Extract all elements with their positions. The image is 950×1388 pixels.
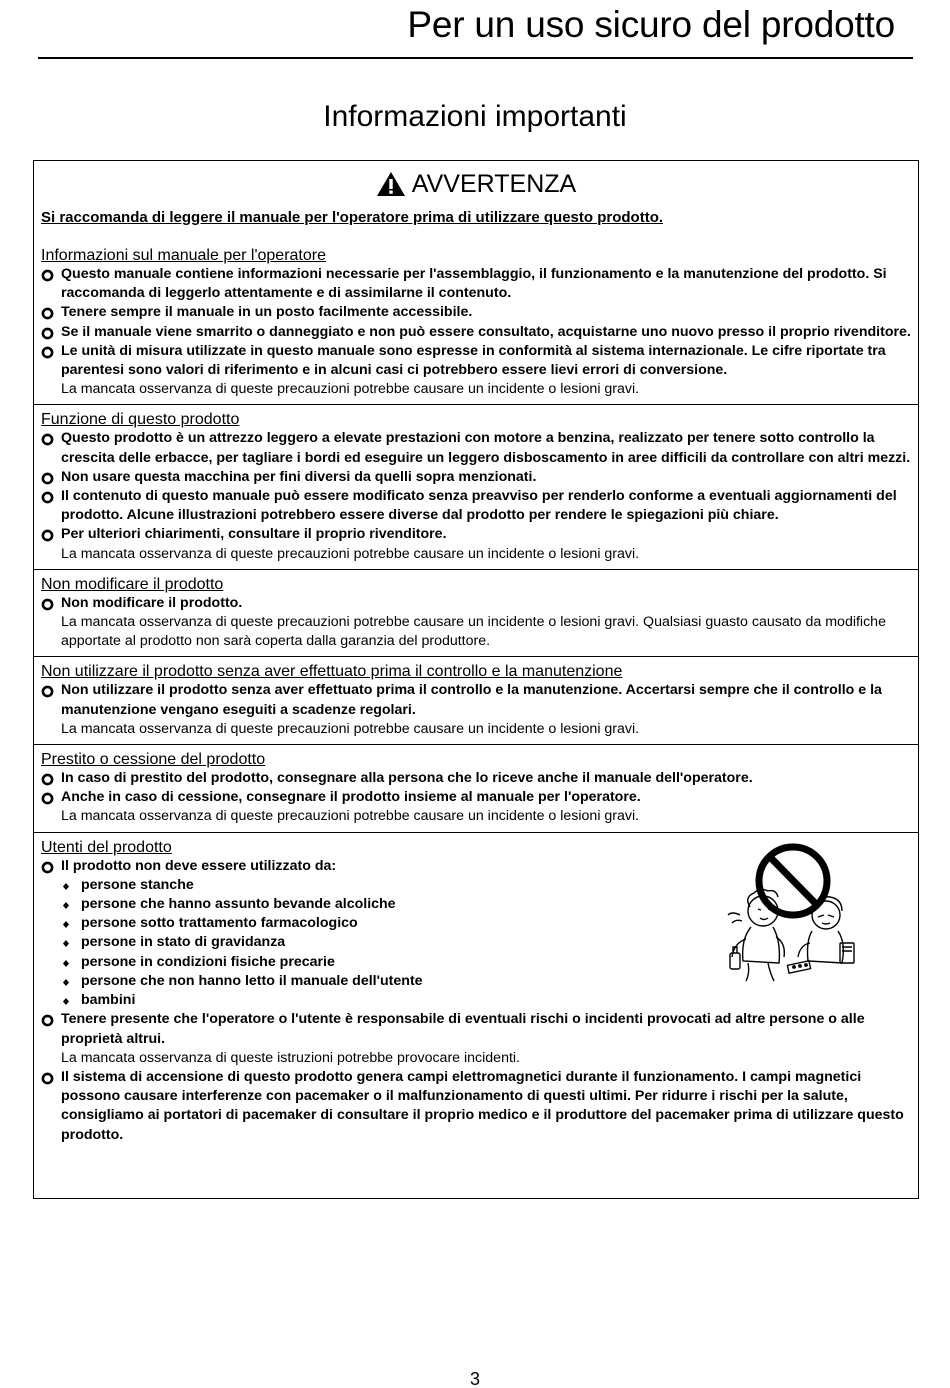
- circle-bullet-icon: [41, 346, 54, 359]
- circle-bullet-icon: [41, 1072, 54, 1085]
- section-product-users: [34, 832, 918, 1150]
- section-title: Prestito o cessione del prodotto: [41, 751, 266, 769]
- sub-list-item: bambini: [41, 991, 911, 1010]
- list-item: Questo manuale contiene informazioni necessarie per l'assemblaggio, il funzionamento e la manutenzione del prodotto. Si raccomanda di leggerlo attentamente e di assimilarne il contenuto.: [41, 265, 911, 303]
- warning-triangle-icon: [376, 171, 406, 197]
- diamond-bullet-icon: [63, 940, 69, 947]
- section-operator-manual: [34, 246, 918, 404]
- page-title: Per un uso sicuro del prodotto: [407, 4, 895, 45]
- circle-bullet-icon: [41, 773, 54, 786]
- diamond-bullet-icon: [63, 902, 69, 909]
- warning-intro: Si raccomanda di leggere il manuale per l'operatore prima di utilizzare questo prodotto.: [41, 209, 664, 226]
- section-product-function: [34, 404, 918, 568]
- sub-list-item: persone stanche: [41, 876, 911, 895]
- list-item: Anche in caso di cessione, consegnare il prodotto insieme al manuale per l'operatore.: [41, 788, 911, 807]
- section-note: La mancata osservanza di queste precauzioni potrebbe causare un incidente o lesioni gravi.: [61, 381, 640, 398]
- circle-bullet-icon: [41, 433, 54, 446]
- diamond-bullet-icon: [63, 960, 69, 967]
- circle-bullet-icon: [41, 327, 54, 340]
- section-note: La mancata osservanza di queste precauzioni potrebbe causare un incidente o lesioni gravi.: [61, 808, 640, 825]
- sub-list-item: persone sotto trattamento farmacologico: [41, 914, 911, 933]
- circle-bullet-icon: [41, 685, 54, 698]
- circle-bullet-icon: [41, 269, 54, 282]
- section-note: La mancata osservanza di queste istruzioni potrebbe provocare incidenti.: [61, 1049, 520, 1066]
- diamond-bullet-icon: [63, 998, 69, 1005]
- list-item: Il contenuto di questo manuale può essere modificato senza preavviso per renderlo conforme a eventuali aggiornamenti del prodotto. Alcune illustrazioni potrebbero essere diverse dal prodotto per rendere le spiegazioni più chiare.: [41, 487, 911, 525]
- diamond-bullet-icon: [63, 979, 69, 986]
- diamond-bullet-icon: [63, 921, 69, 928]
- warning-box: [33, 160, 919, 1199]
- list-item: Il prodotto non deve essere utilizzato da:: [41, 857, 911, 876]
- circle-bullet-icon: [41, 491, 54, 504]
- sub-list-item: persone che non hanno letto il manuale dell'utente: [41, 972, 911, 991]
- list-item: Per ulteriori chiarimenti, consultare il proprio rivenditore.: [41, 525, 911, 544]
- page-number: 3: [469, 1369, 480, 1388]
- prohibited-users-illustration: [718, 843, 868, 988]
- title-divider: [38, 57, 913, 59]
- list-item: Questo prodotto è un attrezzo leggero a elevate prestazioni con motore a benzina, realizzato per tenere sotto controllo la crescita delle erbacce, per tagliare i bordi ed eseguire un leggero disboscamento in aree difficili da controllare con altri mezzi.: [41, 429, 911, 467]
- section-title: Utenti del prodotto: [41, 838, 172, 856]
- sub-list-item: persone in condizioni fisiche precarie: [41, 953, 911, 972]
- diamond-bullet-icon: [63, 883, 69, 890]
- circle-bullet-icon: [41, 598, 54, 611]
- list-item: Le unità di misura utilizzate in questo manuale sono espresse in conformità al sistema internazionale. Le cifre riportate tra parentesi sono valori di riferimento e in alcuni casi ci potrebbero essere lievi errori di conversione.: [41, 342, 911, 380]
- list-item: Non utilizzare il prodotto senza aver effettuato prima il controllo e la manutenzione. Accertarsi sempre che il controllo e la manutenzione vengano eseguiti a scadenze regolari.: [41, 681, 911, 719]
- section-title: Non modificare il prodotto: [41, 575, 224, 593]
- list-item: Non usare questa macchina per fini diversi da quelli sopra menzionati.: [41, 468, 911, 487]
- list-item: In caso di prestito del prodotto, consegnare alla persona che lo riceve anche il manuale dell'operatore.: [41, 769, 911, 788]
- section-lending-transfer: [34, 744, 918, 832]
- sub-list-item: persone che hanno assunto bevande alcoliche: [41, 895, 911, 914]
- section-title: Funzione di questo prodotto: [41, 411, 240, 429]
- circle-bullet-icon: [41, 1014, 54, 1027]
- section-note: La mancata osservanza di queste precauzioni potrebbe causare un incidente o lesioni gravi. Qualsiasi guasto causato da modifiche apportate al prodotto non sarà coperta dalla garanzia del produttore.: [61, 614, 886, 650]
- list-item: Il sistema di accensione di questo prodotto genera campi elettromagnetici durante il funzionamento. I campi magnetici possono causare interferenze con pacemaker o il malfunzionamento di questi ultimi. Per ridurre i rischi per la salute, consigliamo ai portatori di pacemaker di consultare il proprio medico e il produttore del pacemaker prima di utilizzare questo prodotto.: [41, 1068, 911, 1145]
- section-heading: Informazioni importanti: [323, 100, 627, 133]
- circle-bullet-icon: [41, 307, 54, 320]
- circle-bullet-icon: [41, 529, 54, 542]
- section-title: Non utilizzare il prodotto senza aver effettuato prima il controllo e la manutenzione: [41, 663, 623, 681]
- list-item: Tenere presente che l'operatore o l'utente è responsabile di eventuali rischi o incidenti provocati ad altre persone o alle proprietà altrui.: [41, 1010, 911, 1048]
- section-no-modification: [34, 569, 918, 657]
- list-item: Tenere sempre il manuale in un posto facilmente accessibile.: [41, 303, 911, 322]
- circle-bullet-icon: [41, 861, 54, 874]
- section-note: La mancata osservanza di queste precauzioni potrebbe causare un incidente o lesioni gravi.: [61, 545, 640, 562]
- list-item: Non modificare il prodotto.: [41, 594, 911, 613]
- warning-title: AVVERTENZA: [411, 169, 577, 198]
- section-inspection-maintenance: [34, 656, 918, 744]
- warning-header: [34, 161, 918, 207]
- circle-bullet-icon: [41, 472, 54, 485]
- list-item: Se il manuale viene smarrito o danneggiato e non può essere consultato, acquistarne uno nuovo presso il proprio rivenditore.: [41, 323, 911, 342]
- circle-bullet-icon: [41, 792, 54, 805]
- section-title: Informazioni sul manuale per l'operatore: [41, 247, 326, 264]
- sub-list-item: persone in stato di gravidanza: [41, 933, 911, 952]
- section-note: La mancata osservanza di queste precauzioni potrebbe causare un incidente o lesioni gravi.: [61, 720, 640, 737]
